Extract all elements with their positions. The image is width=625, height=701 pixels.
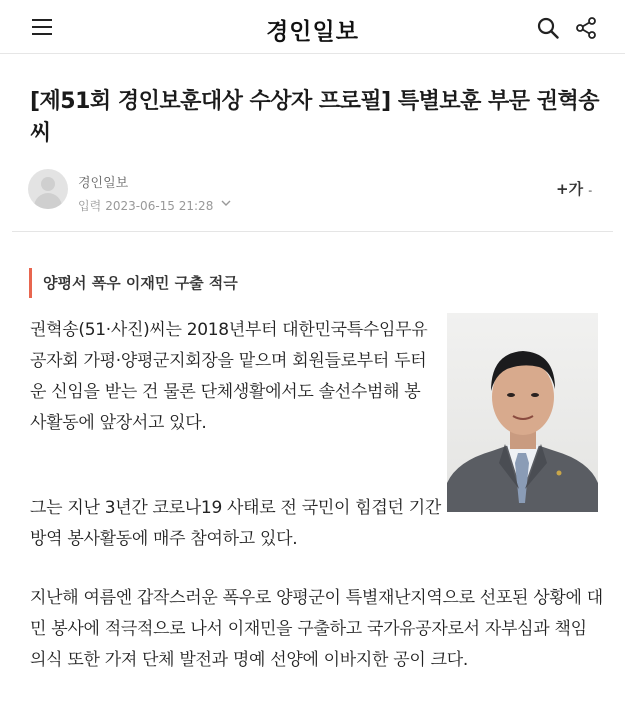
portrait-image bbox=[447, 313, 598, 512]
divider bbox=[12, 231, 613, 232]
share-icon[interactable] bbox=[574, 16, 598, 40]
search-icon[interactable] bbox=[537, 17, 559, 39]
profile-photo bbox=[447, 313, 598, 512]
author-avatar bbox=[28, 169, 68, 209]
site-logo[interactable]: 경인일보 bbox=[266, 18, 359, 45]
article-subheading: 양평서 폭우 이재민 구출 적극 bbox=[29, 268, 238, 298]
article-paragraph-3: 지난해 여름엔 갑작스러운 폭우로 양평군이 특별재난지역으로 선포된 상황에 대민 봉사에 적극적으로 나서 이재민을 구출하고 국가유공자로서 자부심과 책임 의식 또한 가져 단체 발전과 명예 선양에 이바지한 공이 크다. bbox=[30, 588, 603, 670]
top-bar bbox=[0, 0, 625, 54]
date-label: 입력 bbox=[78, 199, 102, 213]
article-paragraph-1: 권혁송(51·사진)씨는 2018년부터 대한민국특수임무유공자회 가평·양평군지회장을 맡으며 회원들로부터 두터운 신임을 받는 건 물론 단체생활에서도 솔선수범해 봉사활동에 앞장서고 있다. bbox=[30, 320, 428, 433]
date-value: 2023-06-15 21:28 bbox=[105, 199, 214, 213]
font-size-minus[interactable]: - bbox=[588, 184, 593, 197]
article-title: [제51회 경인보훈대상 수상자 프로필] 특별보훈 부문 권혁송씨 bbox=[30, 89, 599, 146]
article-paragraph-2: 그는 지난 3년간 코로나19 사태로 전 국민이 힘겹던 기간 방역 봉사활동에 매주 참여하고 있다. bbox=[30, 498, 441, 549]
chevron-down-icon[interactable] bbox=[220, 197, 232, 209]
font-size-button[interactable] bbox=[556, 178, 592, 199]
author-name: 경인일보 bbox=[78, 176, 129, 191]
font-size-plus[interactable]: +가 bbox=[556, 180, 584, 198]
publish-date bbox=[78, 197, 213, 214]
